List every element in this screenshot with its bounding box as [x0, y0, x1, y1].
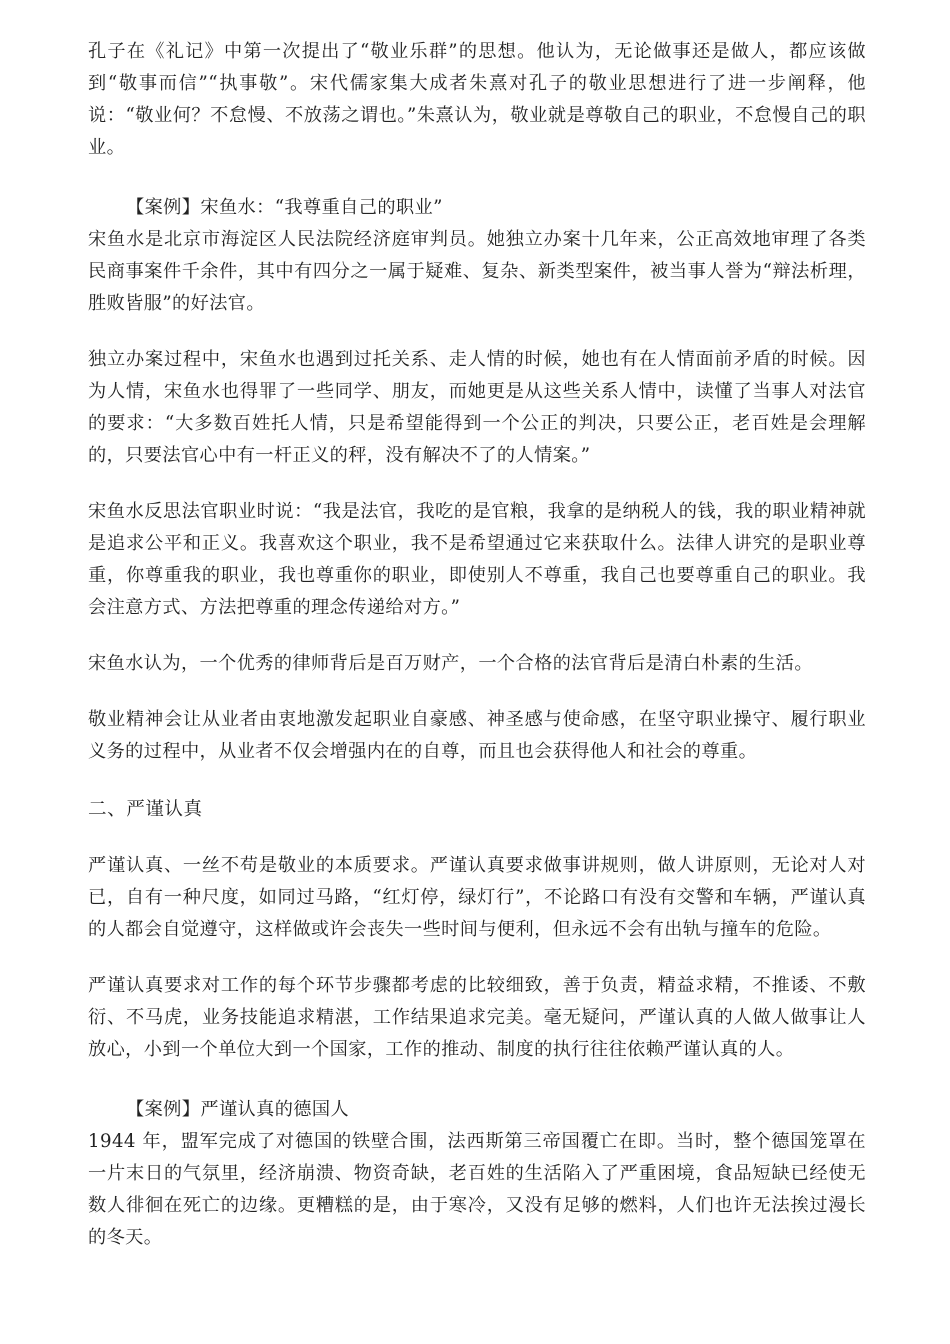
section-heading-rigor: 二、严谨认真 [88, 799, 203, 820]
paragraph-germans-1944: 1944 年，盟军完成了对德国的铁壁合围，法西斯第三帝国覆亡在即。当时，整个德国笼罩在一片末日的气氛里，经济崩溃、物资奇缺，老百姓的生活陷入了严重困境，食品短缺已经使无数人徘徊在死亡的边缘。更糟糕的是，由于寒冷，又没有足够的燃料，人们也许无法挨过漫长的冬天。 [88, 1131, 866, 1248]
case-title-song-yushui: 【案例】宋鱼水：“我尊重自己的职业” [126, 197, 443, 218]
paragraph-song-intro: 宋鱼水是北京市海淀区人民法院经济庭审判员。她独立办案十几年来，公正高效地审理了各类民商事案件千余件，其中有四分之一属于疑难、复杂、新类型案件，被当事人誉为“辩法析理，胜败皆服”的好法官。 [88, 229, 866, 314]
paragraph-dedication-spirit: 敬业精神会让从业者由衷地激发起职业自豪感、神圣感与使命感，在坚守职业操守、履行职业义务的过程中，从业者不仅会增强内在的自尊，而且也会获得他人和社会的尊重。 [88, 709, 866, 762]
paragraph-song-favors: 独立办案过程中，宋鱼水也遇到过托关系、走人情的时候，她也有在人情面前矛盾的时候。因为人情，宋鱼水也得罪了一些同学、朋友，而她更是从这些关系人情中，读懂了当事人对法官的要求：“大多数百姓托人情，只是希望能得到一个公正的判决，只要公正，老百姓是会理解的，只要法官心中有一杆正义的秤，没有解决不了的人情案。” [88, 349, 866, 466]
paragraph-rigor-essence: 严谨认真、一丝不苟是敬业的本质要求。严谨认真要求做事讲规则，做人讲原则，无论对人对已，自有一种尺度，如同过马路，“红灯停，绿灯行”，不论路口有没有交警和车辆，严谨认真的人都会自觉遵守，这样做或许会丧失一些时间与便利，但永远不会有出轨与撞车的危险。 [88, 855, 866, 940]
paragraph-song-belief: 宋鱼水认为，一个优秀的律师背后是百万财产，一个合格的法官背后是清白朴素的生活。 [88, 653, 813, 674]
paragraph-rigor-requirements: 严谨认真要求对工作的每个环节步骤都考虑的比较细致，善于负责，精益求精，不推诿、不敷衍、不马虎，业务技能追求精湛，工作结果追求完美。毫无疑问，严谨认真的人做人做事让人放心，小到一个单位大到一个国家，工作的推动、制度的执行往往依赖严谨认真的人。 [88, 975, 866, 1060]
case-title-germans: 【案例】严谨认真的德国人 [126, 1099, 350, 1120]
paragraph-song-reflection: 宋鱼水反思法官职业时说：“我是法官，我吃的是官粮，我拿的是纳税人的钱，我的职业精神就是追求公平和正义。我喜欢这个职业，我不是希望通过它来获取什么。法律人讲究的是职业尊重，你尊重我的职业，我也尊重你的职业，即使别人不尊重，我自己也要尊重自己的职业。我会注意方式、方法把尊重的理念传递给对方。” [88, 501, 866, 618]
paragraph-confucius: 孔子在《礼记》中第一次提出了“敬业乐群”的思想。他认为，无论做事还是做人，都应该做到“敬事而信”“执事敬”。宋代儒家集大成者朱熹对孔子的敬业思想进行了进一步阐释，他说：“敬业何？不怠慢、不放荡之谓也。”朱熹认为，敬业就是尊敬自己的职业，不怠慢自己的职业。 [88, 41, 866, 158]
document-page [88, 36, 866, 1254]
